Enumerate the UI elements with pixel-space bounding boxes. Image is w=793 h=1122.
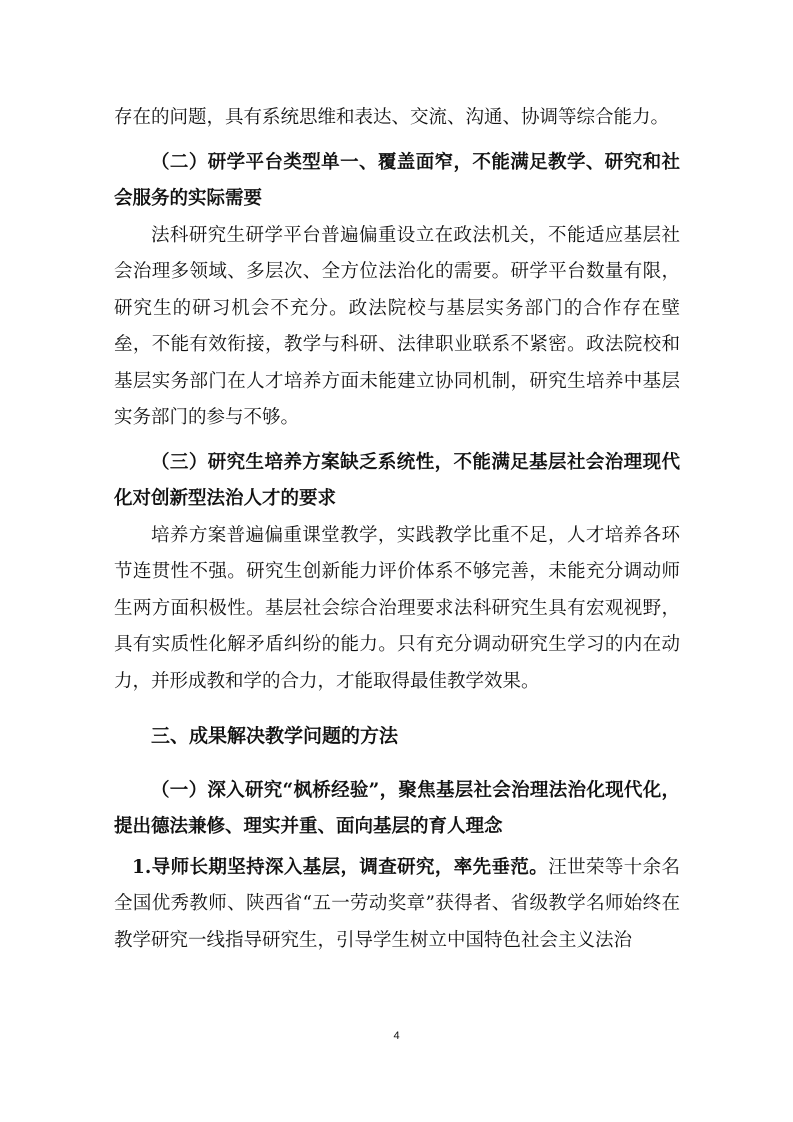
paragraph-mentor-lead: 1.导师长期坚持深入基层，调查研究，率先垂范。 bbox=[132, 856, 549, 878]
paragraph-training-plan: 培养方案普遍偏重课堂教学，实践教学比重不足，人才培养各环节连贯性不强。研究生创新能力评价体系不够完善，未能充分调动师生两方面积极性。基层社会综合治理要求法科研究生具有宏观视野，具有实质性化解矛盾纠纷的能力。只有充分调动研究生学习的内在动力，并形成教和学的合力，才能取得最佳教学效果。 bbox=[114, 524, 680, 692]
paragraph-mentor-body: 汪世荣等十余名全国优秀教师、陕西省“五一劳动奖章”获得者、省级教学名师始终在教学研究一线指导研究生，引导学生树立中国特色社会主义法治 bbox=[114, 856, 680, 951]
subsection-heading-3: （三）研究生培养方案缺乏系统性，不能满足基层社会治理现代化对创新型法治人才的要求 bbox=[114, 451, 680, 509]
paragraph-platform: 法科研究生研学平台普遍偏重设立在政法机关，不能适应基层社会治理多领域、多层次、全方位法治化的需要。研学平台数量有限，研究生的研习机会不充分。政法院校与基层实务部门的合作存在壁垒，不能有效衔接，教学与科研、法律职业联系不紧密。政法院校和基层实务部门在人才培养方面未能建立协同机制，研究生培养中基层实务部门的参与不够。 bbox=[114, 224, 680, 428]
section-heading-3: 三、成果解决教学问题的方法 bbox=[151, 725, 399, 747]
subsection-heading-2: （二）研学平台类型单一、覆盖面窄，不能满足教学、研究和社会服务的实际需要 bbox=[114, 151, 680, 209]
page-number: 4 bbox=[393, 1030, 400, 1042]
paragraph-mentor bbox=[114, 850, 680, 960]
subsection-heading-3-1: （一）深入研究“枫桥经验”，聚焦基层社会治理法治化现代化，提出德法兼修、理实并重、面向基层的育人理念 bbox=[114, 779, 680, 837]
page-content bbox=[114, 100, 680, 959]
paragraph-continued: 存在的问题，具有系统思维和表达、交流、沟通、协调等综合能力。 bbox=[114, 107, 670, 128]
